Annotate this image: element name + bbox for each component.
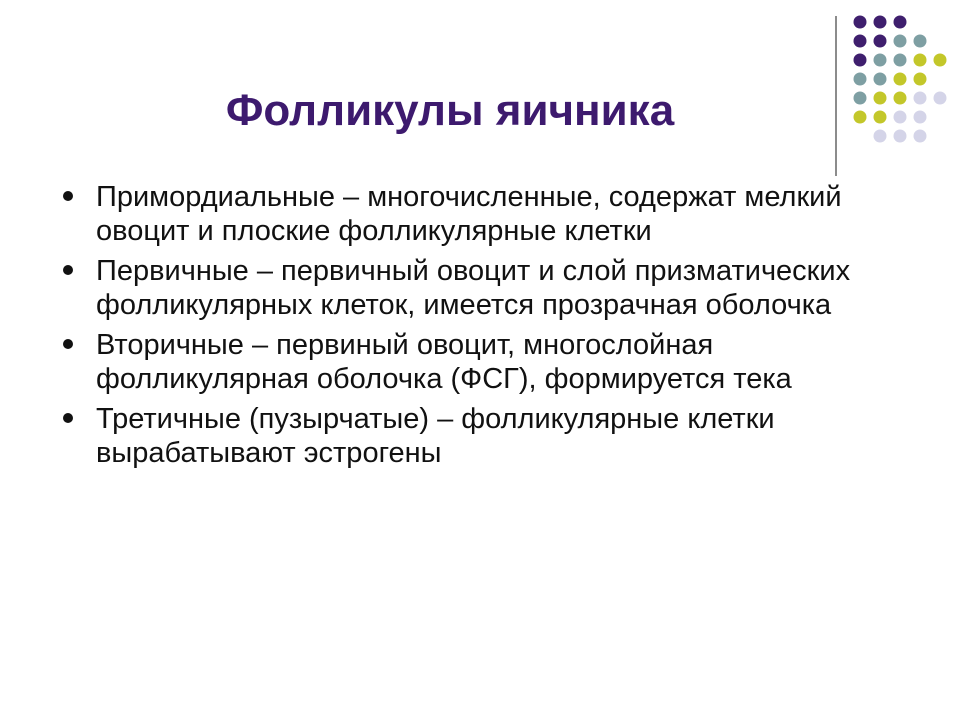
dot	[854, 92, 867, 105]
dot	[854, 111, 867, 124]
bullet-icon	[63, 413, 73, 423]
bullet-item	[60, 180, 920, 248]
bullet-icon	[63, 339, 73, 349]
bullet-text: Примордиальные – многочисленные, содержат мелкий овоцит и плоские фолликулярные клетки	[96, 181, 842, 247]
dot	[894, 35, 907, 48]
dot	[894, 92, 907, 105]
dot	[934, 92, 947, 105]
bullet-item	[60, 402, 920, 470]
bullet-item	[60, 254, 920, 322]
bullet-icon	[63, 265, 73, 275]
dot	[874, 73, 887, 86]
dot	[934, 54, 947, 67]
dot	[854, 73, 867, 86]
dot	[914, 130, 927, 143]
bullet-text: Первичные – первичный овоцит и слой призматических фолликулярных клеток, имеется прозрачная оболочка	[96, 255, 851, 321]
dot	[874, 54, 887, 67]
dot	[894, 16, 907, 29]
dot	[874, 130, 887, 143]
bullet-item	[60, 328, 920, 396]
dot	[894, 73, 907, 86]
decorative-dot-grid	[852, 14, 952, 154]
slide-title: Фолликулы яичника	[225, 86, 675, 135]
bullet-list	[60, 180, 920, 476]
dot	[874, 111, 887, 124]
dot	[914, 111, 927, 124]
dot	[874, 16, 887, 29]
dot	[874, 92, 887, 105]
dot	[854, 54, 867, 67]
dot	[854, 16, 867, 29]
bullet-text: Вторичные – первиный овоцит, многослойная фолликулярная оболочка (ФСГ), формируется тека	[96, 329, 792, 395]
dot	[874, 35, 887, 48]
dot	[914, 73, 927, 86]
bullet-icon	[63, 191, 73, 201]
dot	[854, 35, 867, 48]
dot	[914, 92, 927, 105]
dot	[894, 130, 907, 143]
bullet-text: Третичные (пузырчатые) – фолликулярные клетки вырабатывают эстрогены	[96, 403, 775, 469]
dot	[894, 111, 907, 124]
dot	[894, 54, 907, 67]
dot	[914, 54, 927, 67]
dot	[914, 35, 927, 48]
divider-line	[835, 16, 837, 176]
